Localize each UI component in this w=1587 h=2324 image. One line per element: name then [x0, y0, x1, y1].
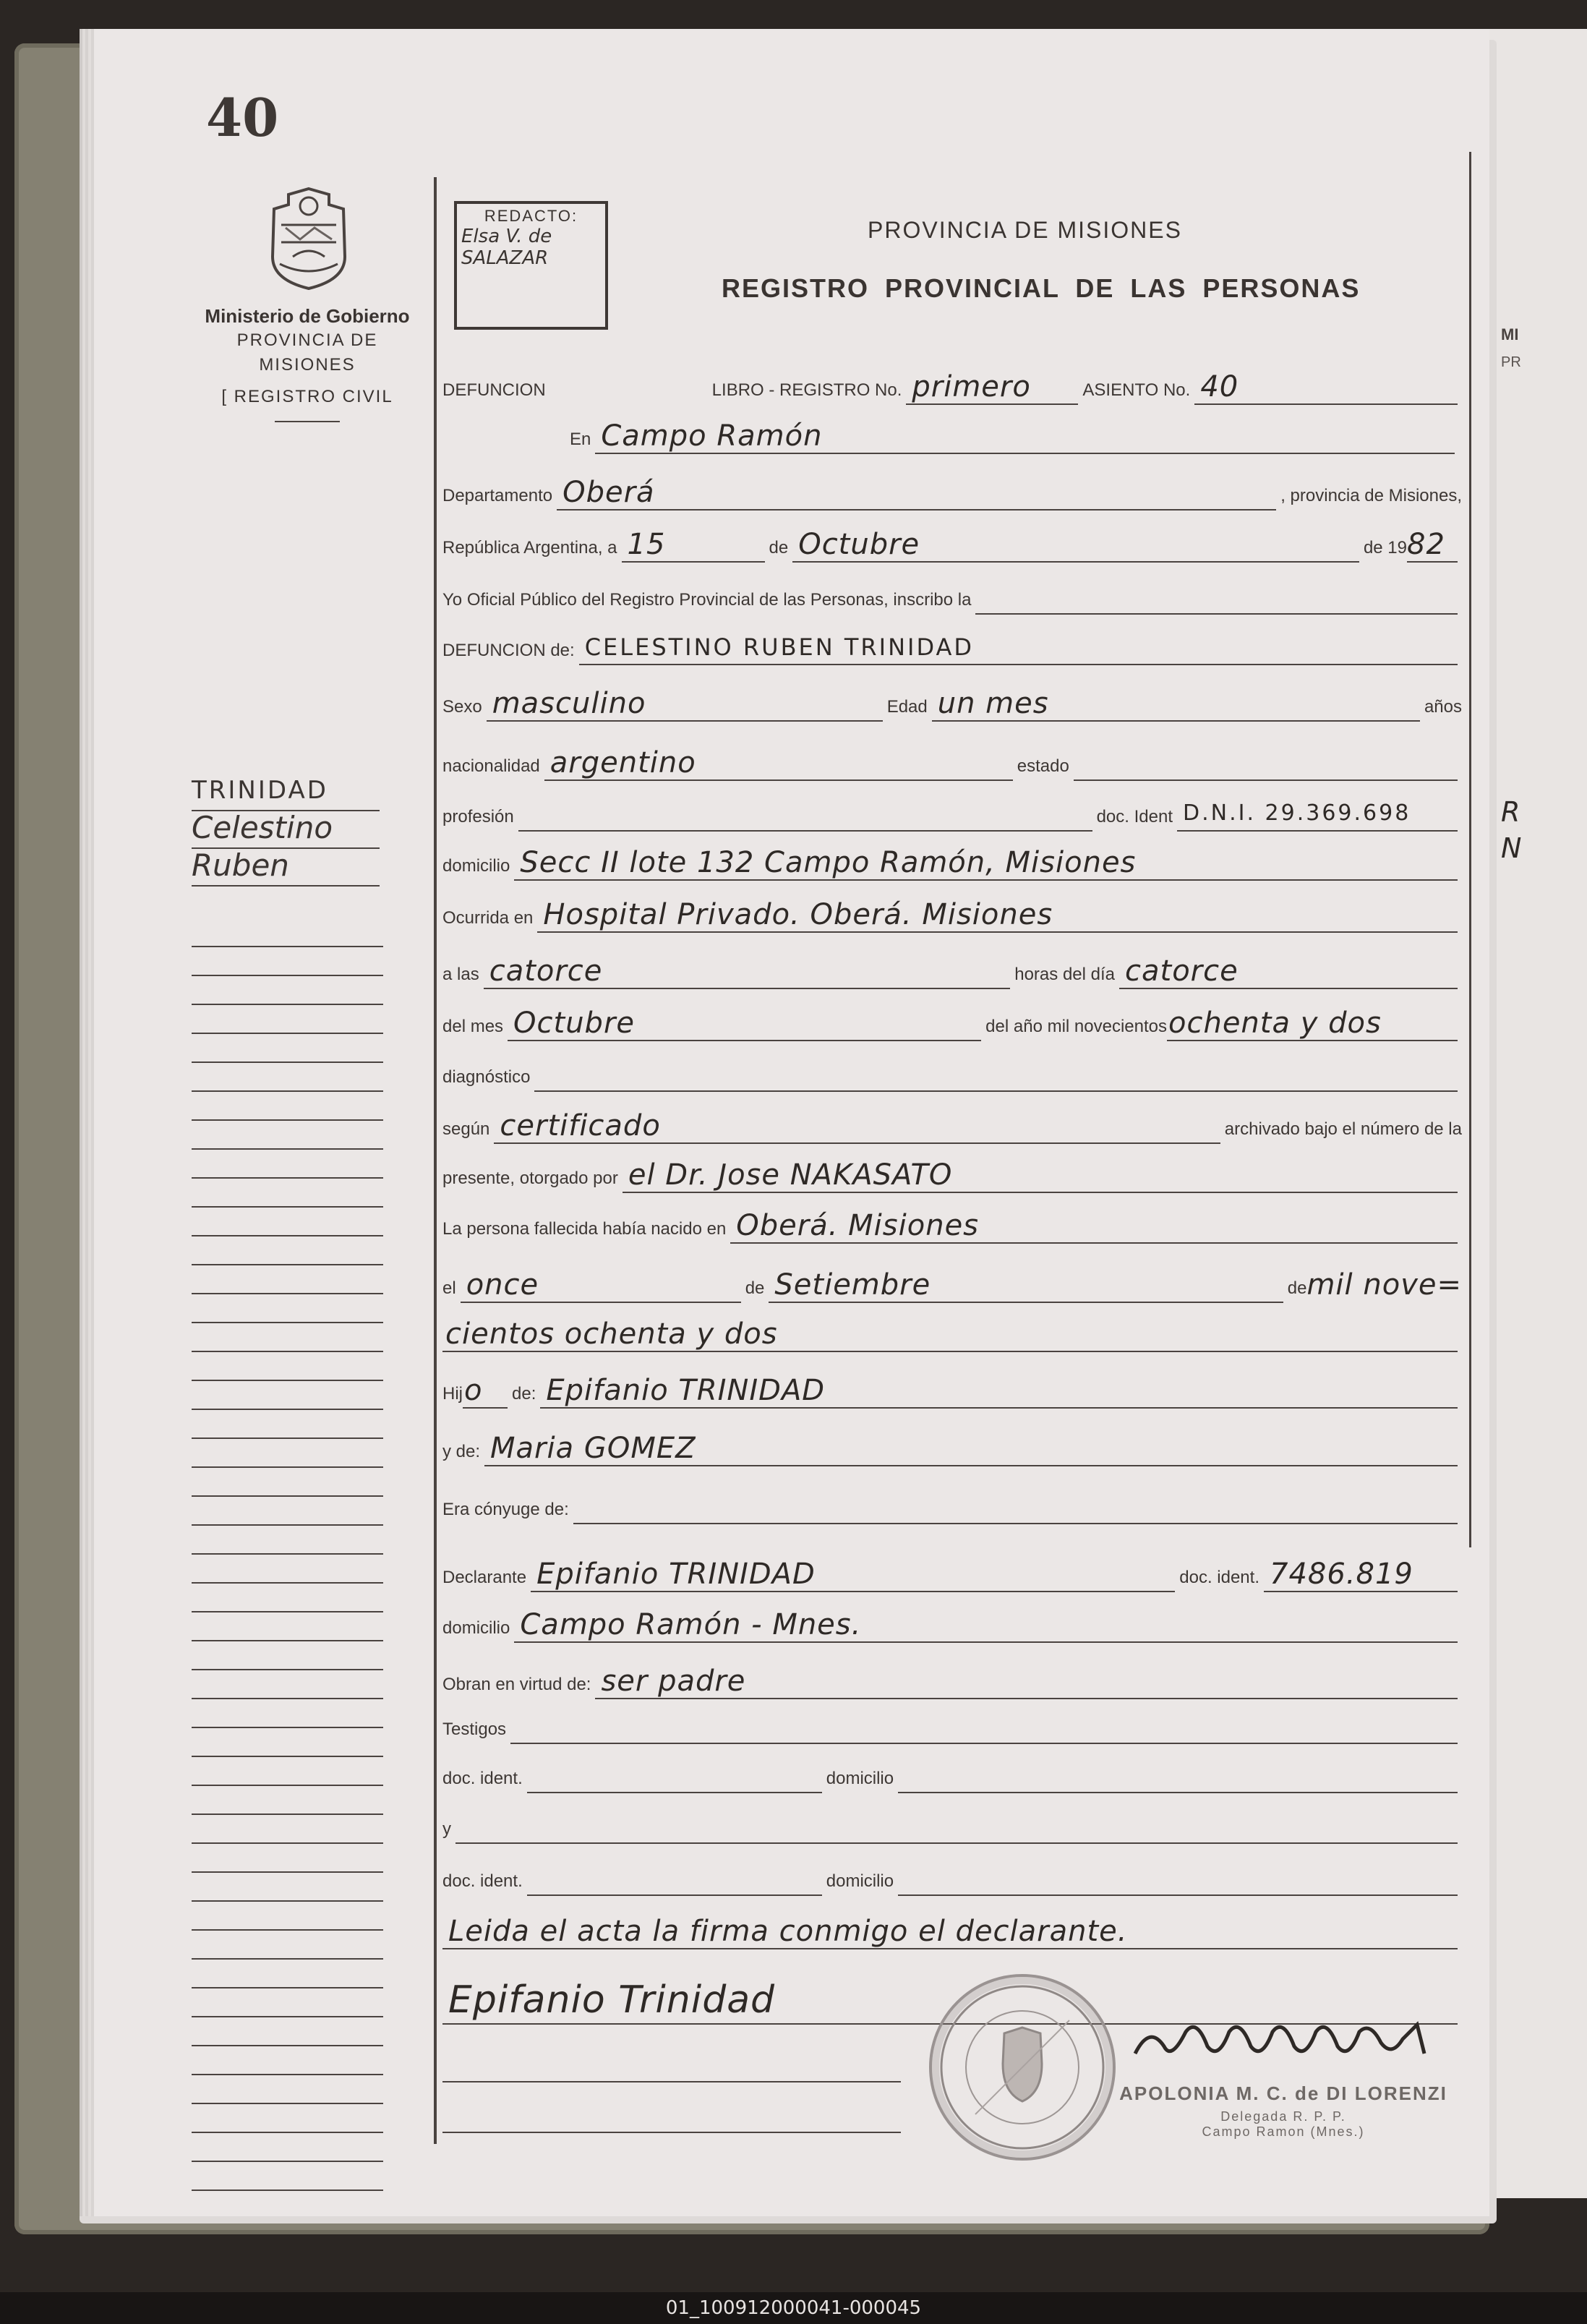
official-stamp	[1113, 2082, 1453, 2140]
row-domicilio	[442, 845, 1462, 881]
defuncion-de-label: DEFUNCION de:	[442, 641, 575, 660]
defuncion-label: DEFUNCION	[442, 380, 546, 400]
yo-oficial-text: Yo Oficial Público del Registro Provincial de las Personas, inscribo la	[442, 590, 972, 610]
margin-ruled-lines	[192, 918, 383, 2191]
republica-label: República Argentina, a	[442, 538, 617, 557]
edad-value: un mes	[937, 687, 1049, 720]
mother-value: Maria GOMEZ	[490, 1432, 696, 1465]
ministry-province: PROVINCIA DE MISIONES	[236, 330, 378, 375]
birth-month-value: Setiembre	[774, 1268, 931, 1302]
hijo-suffix-field	[463, 1374, 508, 1409]
row-defuncion-de	[442, 629, 1462, 665]
year-field	[1407, 528, 1458, 563]
row-nacionalidad	[442, 745, 1462, 781]
horas-value: catorce	[1125, 954, 1239, 988]
asiento-field	[1194, 370, 1458, 405]
father-value: Epifanio TRINIDAD	[546, 1374, 826, 1407]
row-hijo	[442, 1372, 1462, 1409]
ministry-name: Ministerio de Gobierno	[205, 305, 410, 327]
nacido-field	[730, 1209, 1458, 1244]
delmes-label: del mes	[442, 1017, 504, 1036]
right-border-line	[1469, 152, 1471, 1547]
deceased-name-field	[579, 631, 1458, 665]
birth-day-field	[461, 1268, 741, 1303]
row-testigo2	[442, 1860, 1462, 1896]
nacionalidad-label: nacionalidad	[442, 756, 540, 776]
row-departamento	[442, 474, 1462, 510]
alas-field	[484, 954, 1011, 989]
day-value: 15	[627, 528, 666, 561]
month-field	[792, 528, 1359, 563]
row-presente	[442, 1157, 1462, 1193]
margin-surname: TRINIDAD	[192, 774, 380, 811]
testigos-label: Testigos	[442, 1719, 507, 1739]
t2-dom-label: domicilio	[826, 1871, 894, 1891]
official-seal-icon	[929, 1974, 1116, 2161]
row-birth-date	[442, 1267, 1462, 1303]
nacido-value: Oberá. Misiones	[736, 1209, 980, 1242]
anio-field	[1167, 1007, 1458, 1041]
adjacent-page	[1482, 29, 1587, 2198]
redacto-name: SALAZAR	[461, 247, 549, 269]
row-delmes	[442, 1005, 1462, 1041]
row-diagnostico	[442, 1056, 1462, 1092]
presente-field	[623, 1158, 1458, 1193]
redacto-box	[454, 201, 608, 330]
archivado-label: archivado bajo el número de la	[1224, 1119, 1462, 1139]
ocurrida-label: Ocurrida en	[442, 908, 534, 928]
row-mother	[442, 1430, 1462, 1466]
declarante-value: Epifanio TRINIDAD	[536, 1558, 816, 1591]
doc-ident-field	[1177, 797, 1458, 832]
row-decl-domicilio	[442, 1607, 1462, 1643]
row-conyuge	[442, 1488, 1462, 1524]
stamp-location: Campo Ramon (Mnes.)	[1202, 2124, 1365, 2139]
ocurrida-value: Hospital Privado. Oberá. Misiones	[543, 898, 1053, 931]
row-segun	[442, 1108, 1462, 1144]
segun-value: certificado	[500, 1109, 661, 1142]
official-signature-icon	[1128, 2010, 1432, 2068]
segun-field	[494, 1109, 1220, 1144]
blank-line	[442, 2048, 901, 2082]
obran-field	[595, 1665, 1458, 1699]
declarant-signature: Epifanio Trinidad	[448, 1978, 776, 2022]
diagnostico-field	[534, 1057, 1458, 1092]
de-label: de	[769, 538, 789, 557]
departamento-value: Oberá	[562, 476, 655, 509]
page-number: 40	[206, 87, 279, 148]
t2-dom-field	[898, 1861, 1458, 1896]
sexo-label: Sexo	[442, 697, 482, 717]
stamp-name: APOLONIA M. C. de DI LORENZI	[1119, 2082, 1447, 2104]
declarante-label: Declarante	[442, 1568, 527, 1587]
obran-value: ser padre	[601, 1665, 746, 1698]
provincial-crest-icon	[264, 184, 354, 293]
departamento-label: Departamento	[442, 486, 553, 505]
ministry-heading	[188, 304, 427, 422]
provincia-suffix: , provincia de Misiones,	[1280, 486, 1462, 505]
anos-label: años	[1424, 697, 1462, 717]
segun-label: según	[442, 1119, 490, 1139]
mother-field	[484, 1432, 1458, 1466]
row-obran	[442, 1663, 1462, 1699]
en-value: Campo Ramón	[601, 419, 823, 453]
row-blank-1	[442, 2046, 905, 2082]
alas-label: a las	[442, 965, 479, 984]
decl-doc-field	[1264, 1558, 1458, 1592]
decl-doc-label: doc. ident.	[1179, 1568, 1259, 1587]
alas-value: catorce	[489, 954, 603, 988]
row-declarante	[442, 1556, 1462, 1592]
decl-dom-label: domicilio	[442, 1618, 510, 1638]
redacto-name: Elsa V. de	[461, 226, 552, 247]
presente-value: el Dr. Jose NAKASATO	[628, 1158, 953, 1192]
father-field	[540, 1374, 1458, 1409]
edad-field	[932, 687, 1420, 722]
sexo-value: masculino	[492, 687, 646, 720]
closing-text: Leida el acta la firma conmigo el declarante.	[448, 1915, 1128, 1948]
registry-title: REGISTRO PROVINCIAL DE LAS PERSONAS	[722, 273, 1361, 303]
presente-label: presente, otorgado por	[442, 1169, 618, 1188]
profesion-label: profesión	[442, 807, 514, 826]
horas-label: horas del día	[1014, 965, 1115, 984]
row-alas	[442, 953, 1462, 989]
libro-field	[906, 370, 1078, 405]
row-yo-oficial	[442, 578, 1462, 615]
row-testigo1	[442, 1757, 1462, 1793]
edad-label: Edad	[886, 697, 928, 717]
sexo-field	[487, 687, 883, 722]
asiento-label: ASIENTO No.	[1082, 380, 1191, 400]
obran-label: Obran en virtud de:	[442, 1675, 591, 1694]
margin-note	[192, 774, 380, 887]
delmes-field	[508, 1007, 981, 1041]
row-date	[442, 526, 1462, 563]
de3-label: de	[1287, 1278, 1307, 1298]
y-label: y	[442, 1819, 451, 1839]
column-divider	[434, 177, 437, 2144]
delmes-value: Octubre	[513, 1007, 636, 1040]
deceased-name-value: CELESTINO RUBEN TRINIDAD	[584, 633, 975, 661]
t2-doc-field	[527, 1861, 822, 1896]
adjacent-fragment: MI	[1501, 325, 1519, 343]
row-en	[570, 418, 1459, 454]
decl-dom-value: Campo Ramón - Mnes.	[520, 1608, 862, 1641]
adjacent-fragment: R	[1501, 796, 1521, 828]
row-testigos	[442, 1708, 1462, 1744]
redacto-label: REDACTO:	[484, 207, 578, 225]
t1-dom-field	[898, 1759, 1458, 1793]
month-value: Octubre	[798, 528, 920, 561]
diagnostico-label: diagnóstico	[442, 1067, 531, 1087]
de2-label: de	[745, 1278, 765, 1298]
estado-field	[1074, 746, 1458, 781]
t1-dom-label: domicilio	[826, 1769, 894, 1788]
row-libro	[442, 369, 1462, 405]
domicilio-label: domicilio	[442, 856, 510, 876]
y-field	[455, 1809, 1458, 1844]
t2-doc-label: doc. ident.	[442, 1871, 523, 1891]
libro-label: LIBRO - REGISTRO No.	[711, 380, 902, 400]
domicilio-field	[514, 846, 1458, 881]
blank-line	[442, 2098, 901, 2133]
nacionalidad-field	[544, 746, 1013, 781]
image-id: 01_100912000041-000045	[665, 2297, 922, 2319]
stamp-role: Delegada R. P. P.	[1220, 2109, 1346, 2124]
row-birth-year	[442, 1316, 1462, 1352]
anio-value: ochenta y dos	[1168, 1007, 1382, 1040]
adjacent-fragment: PR	[1501, 354, 1521, 370]
domicilio-value: Secc II lote 132 Campo Ramón, Misiones	[520, 846, 1137, 879]
decl-dom-field	[514, 1608, 1458, 1643]
row-closing	[442, 1913, 1462, 1949]
margin-given-name: Ruben	[192, 849, 380, 887]
row-ocurrida	[442, 897, 1462, 933]
testigos-field	[510, 1709, 1458, 1744]
ocurrida-field	[537, 898, 1458, 933]
anio-label: del año mil novecientos	[985, 1017, 1167, 1036]
row-y	[442, 1808, 1462, 1844]
birth-year-part1: mil nove=	[1306, 1268, 1462, 1302]
conyuge-label: Era cónyuge de:	[442, 1500, 569, 1519]
birth-day-value: once	[466, 1268, 539, 1302]
t1-doc-field	[527, 1759, 822, 1793]
adjacent-fragment: N	[1501, 832, 1523, 864]
year-value: 82	[1407, 528, 1445, 561]
en-field	[595, 419, 1455, 454]
asiento-value: 40	[1200, 370, 1239, 403]
ministry-office: [ REGISTRO CIVIL	[221, 387, 393, 406]
province-title: PROVINCIA DE MISIONES	[868, 217, 1182, 243]
declarante-field	[531, 1558, 1175, 1592]
hijo-suffix: o	[464, 1374, 483, 1407]
row-profesion	[442, 795, 1462, 832]
estado-label: estado	[1017, 756, 1069, 776]
horas-field	[1119, 954, 1458, 989]
image-id-bar	[0, 2292, 1587, 2324]
birth-year-field	[442, 1317, 1458, 1352]
birth-year-part2: cientos ochenta y dos	[445, 1317, 778, 1351]
en-label: En	[570, 430, 591, 449]
closing-field	[442, 1915, 1458, 1949]
yo-oficial-field	[975, 580, 1458, 615]
departamento-field	[557, 476, 1276, 510]
row-sexo	[442, 685, 1462, 722]
row-blank-2	[442, 2097, 905, 2133]
libro-value: primero	[912, 370, 1031, 403]
nacido-label: La persona fallecida había nacido en	[442, 1219, 727, 1239]
margin-given-name: Celestino	[192, 811, 380, 849]
profesion-field	[518, 797, 1092, 832]
yde-label: y de:	[442, 1442, 481, 1461]
birth-month-field	[769, 1268, 1283, 1303]
day-field	[622, 528, 765, 563]
hijo-label: Hij	[442, 1384, 463, 1404]
doc-ident-label: doc. Ident	[1096, 807, 1173, 826]
decl-doc-value: 7486.819	[1270, 1558, 1413, 1591]
nacionalidad-value: argentino	[549, 746, 696, 779]
year-prefix: de 19	[1363, 538, 1407, 557]
conyuge-field	[573, 1490, 1458, 1524]
row-nacido	[442, 1208, 1462, 1244]
el-label: el	[442, 1278, 456, 1298]
t1-doc-label: doc. ident.	[442, 1769, 523, 1788]
doc-ident-value: D.N.I. 29.369.698	[1183, 800, 1411, 826]
divider	[275, 421, 340, 422]
hijo-de-label: de:	[512, 1384, 536, 1404]
